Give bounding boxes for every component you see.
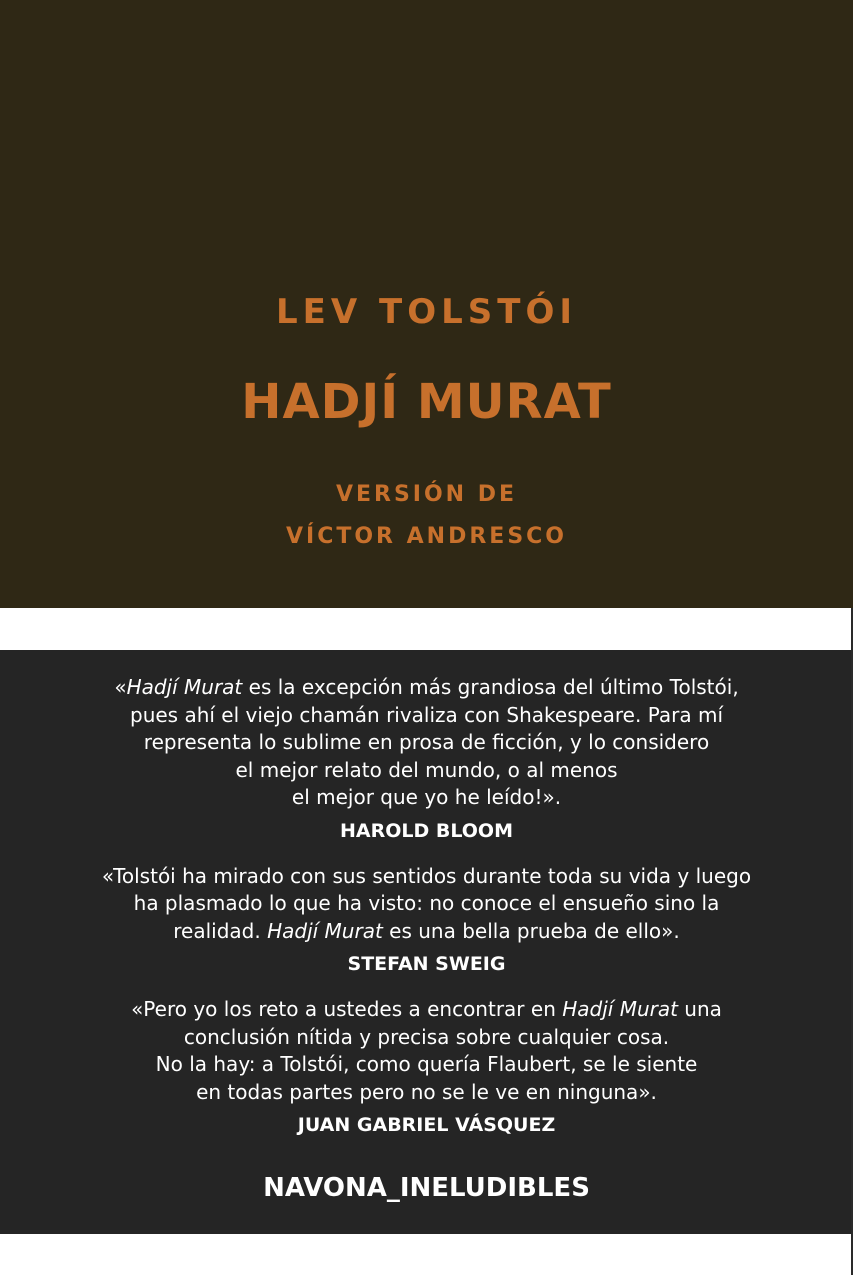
author-name: LEV TOLSTÓI: [275, 292, 578, 332]
quote-line: «Tolstói ha mirado con sus sentidos durante toda su vida y luego: [101, 863, 752, 888]
quote-fragment: «Pero yo los reto a ustedes a encontrar en: [131, 997, 563, 1021]
translation-credit-line-2: VÍCTOR ANDRESCO: [285, 524, 568, 549]
quote-line: conclusión nítida y precisa sobre cualquier cosa.: [183, 1024, 670, 1049]
book-title: HADJÍ MURAT: [241, 374, 612, 430]
quote-line: ha plasmado lo que ha visto: no conoce el ensueño sino la: [133, 891, 720, 915]
quote-text: [0, 674, 853, 812]
quote-line: No la hay: a Tolstói, como quería Flaubert, se le siente: [155, 1052, 698, 1076]
quote-fragment: es la excepción más grandiosa del último Tolstói,: [242, 675, 739, 699]
translation-credit-line-1: VERSIÓN DE: [335, 482, 518, 507]
quote-line: representa lo sublime en prosa de ficción, y lo considero: [143, 730, 710, 754]
quote-author: STEFAN SWEIG: [347, 953, 506, 975]
quote-fragment-italic: Hadjí Murat: [562, 997, 678, 1021]
quote-line: [0, 996, 853, 1024]
quote-fragment: es una bella prueba de ello».: [382, 918, 680, 943]
quote-author: JUAN GABRIEL VÁSQUEZ: [297, 1114, 556, 1136]
cover-top-panel: [0, 0, 853, 608]
quote-text: [0, 996, 853, 1106]
quote-block: [0, 996, 853, 1137]
quote-fragment: una: [677, 997, 722, 1021]
quote-line: en todas partes pero no se le ve en ninguna».: [196, 1079, 657, 1104]
quote-fragment: «: [114, 675, 127, 699]
collection-name: NAVONA_INELUDIBLES: [263, 1173, 590, 1203]
quote-text: [0, 863, 853, 946]
quotes-list: [0, 674, 853, 1157]
quote-block: [0, 863, 853, 977]
quote-line: pues ahí el viejo chamán rivaliza con Shakespeare. Para mí: [130, 702, 723, 727]
translation-credit: [0, 474, 853, 558]
quote-line: [0, 918, 853, 946]
quote-line: [0, 674, 853, 702]
quote-fragment-italic: Hadjí Murat: [267, 918, 383, 943]
quote-line: el mejor relato del mundo, o al menos: [235, 757, 618, 782]
quote-block: [0, 674, 853, 843]
quote-line: el mejor que yo he leído!».: [291, 785, 562, 809]
quote-author: HAROLD BLOOM: [339, 819, 513, 842]
quote-fragment-italic: Hadjí Murat: [126, 675, 243, 699]
quote-fragment: realidad.: [173, 918, 268, 943]
